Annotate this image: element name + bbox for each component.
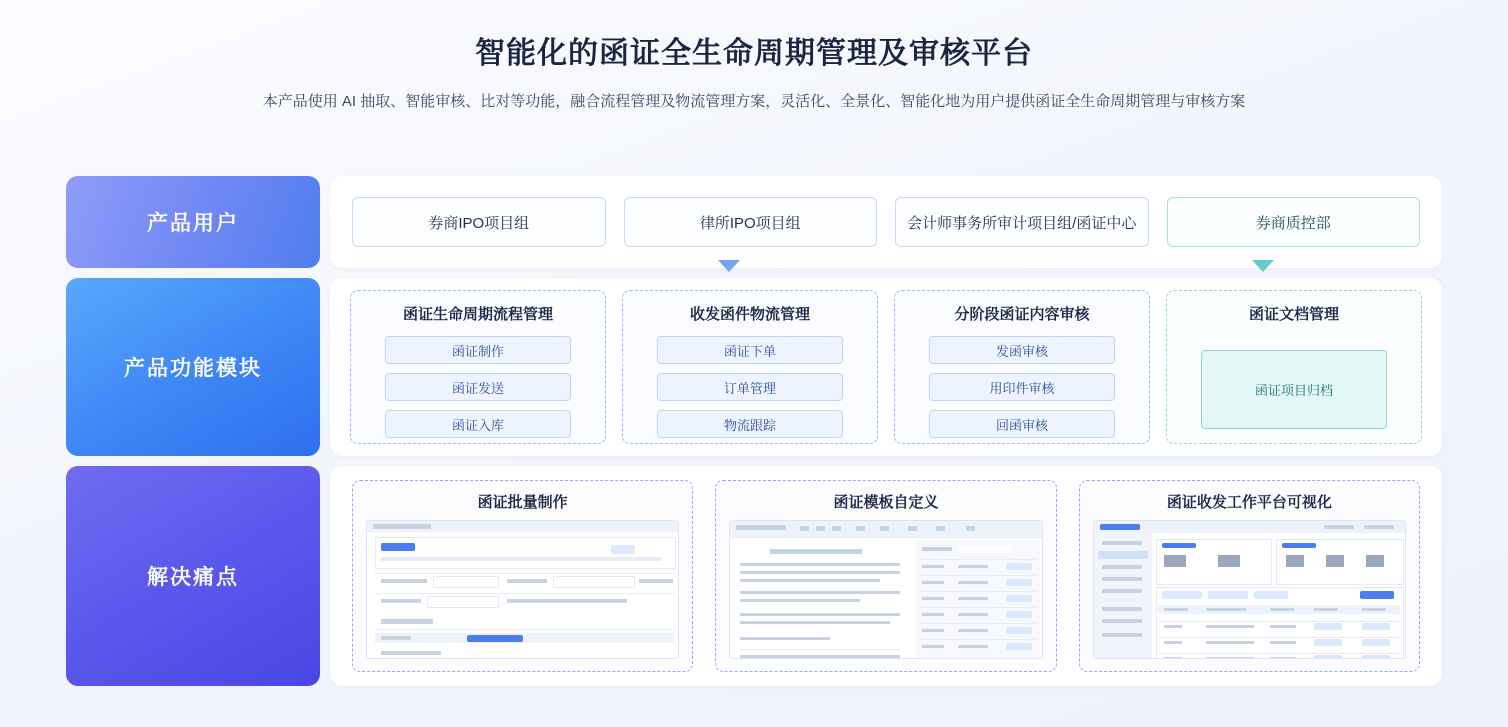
- screenshot-batch-creation[interactable]: [366, 520, 679, 659]
- module-item-seal-review[interactable]: 用印件审核: [929, 373, 1115, 401]
- row-label-function-modules: 产品功能模块: [66, 278, 320, 456]
- module-logistics: [622, 290, 878, 444]
- module-title-document-management: 函证文档管理: [1248, 306, 1339, 323]
- arrow-down-blue: [718, 260, 740, 272]
- product-users-list: [330, 176, 1442, 268]
- screenshot-template-customization-content: [730, 521, 1041, 658]
- row-pain-points: [66, 466, 1442, 686]
- screenshot-workbench-content: [1094, 521, 1405, 658]
- pain-points-list: [330, 466, 1442, 686]
- module-title-staged-review: 分阶段函证内容审核: [954, 306, 1090, 323]
- module-lifecycle-process: [350, 290, 606, 444]
- diagram-grid: [66, 176, 1442, 686]
- header: [0, 0, 1508, 113]
- pain-card-template-customization: [715, 480, 1056, 672]
- module-staged-review: [894, 290, 1150, 444]
- module-item-letter-storage[interactable]: 函证入库: [385, 410, 571, 438]
- user-chip-law-ipo[interactable]: 律所IPO项目组: [624, 197, 878, 247]
- module-item-project-archive[interactable]: 函证项目归档: [1201, 350, 1387, 429]
- page-title: 智能化的函证全生命周期管理及审核平台: [475, 37, 1033, 70]
- module-document-management: [1166, 290, 1422, 444]
- user-chip-broker-quality-control[interactable]: 券商质控部: [1167, 197, 1421, 247]
- function-modules-list: [330, 278, 1442, 456]
- module-title-lifecycle: 函证生命周期流程管理: [402, 306, 553, 323]
- row-function-modules: [66, 278, 1442, 456]
- module-title-logistics: 收发函件物流管理: [689, 306, 810, 323]
- module-item-logistics-tracking[interactable]: 物流跟踪: [657, 410, 843, 438]
- pain-card-workbench-visualization: [1079, 480, 1420, 672]
- module-item-order-management[interactable]: 订单管理: [657, 373, 843, 401]
- screenshot-template-customization[interactable]: [729, 520, 1042, 659]
- module-items-logistics: [641, 336, 859, 438]
- module-items-staged-review: [913, 336, 1131, 438]
- pain-title-template-customization: 函证模板自定义: [833, 494, 939, 511]
- module-item-letter-order[interactable]: 函证下单: [657, 336, 843, 364]
- page-subtitle: 本产品使用 AI 抽取、智能审核、比对等功能，融合流程管理及物流管理方案，灵活化、全景化、智能化地为用户提供函证全生命周期管理与审核方案: [262, 92, 1246, 110]
- module-item-letter-sending[interactable]: 函证发送: [385, 373, 571, 401]
- row-label-product-users: 产品用户: [66, 176, 320, 268]
- pain-card-batch-creation: [352, 480, 693, 672]
- screenshot-batch-creation-content: [367, 521, 678, 658]
- pain-title-workbench-visualization: 函证收发工作平台可视化: [1166, 494, 1332, 511]
- module-item-reply-review[interactable]: 回函审核: [929, 410, 1115, 438]
- module-item-letter-creation[interactable]: 函证制作: [385, 336, 571, 364]
- arrow-down-teal: [1252, 260, 1274, 272]
- row-label-pain-points: 解决痛点: [66, 466, 320, 686]
- module-items-lifecycle: [369, 336, 587, 438]
- user-chip-accounting-audit[interactable]: 会计师事务所审计项目组/函证中心: [895, 197, 1149, 247]
- module-item-send-review[interactable]: 发函审核: [929, 336, 1115, 364]
- row-product-users: [66, 176, 1442, 268]
- pain-title-batch-creation: 函证批量制作: [477, 494, 568, 511]
- user-chip-broker-ipo[interactable]: 券商IPO项目组: [352, 197, 606, 247]
- screenshot-workbench-visualization[interactable]: [1093, 520, 1406, 659]
